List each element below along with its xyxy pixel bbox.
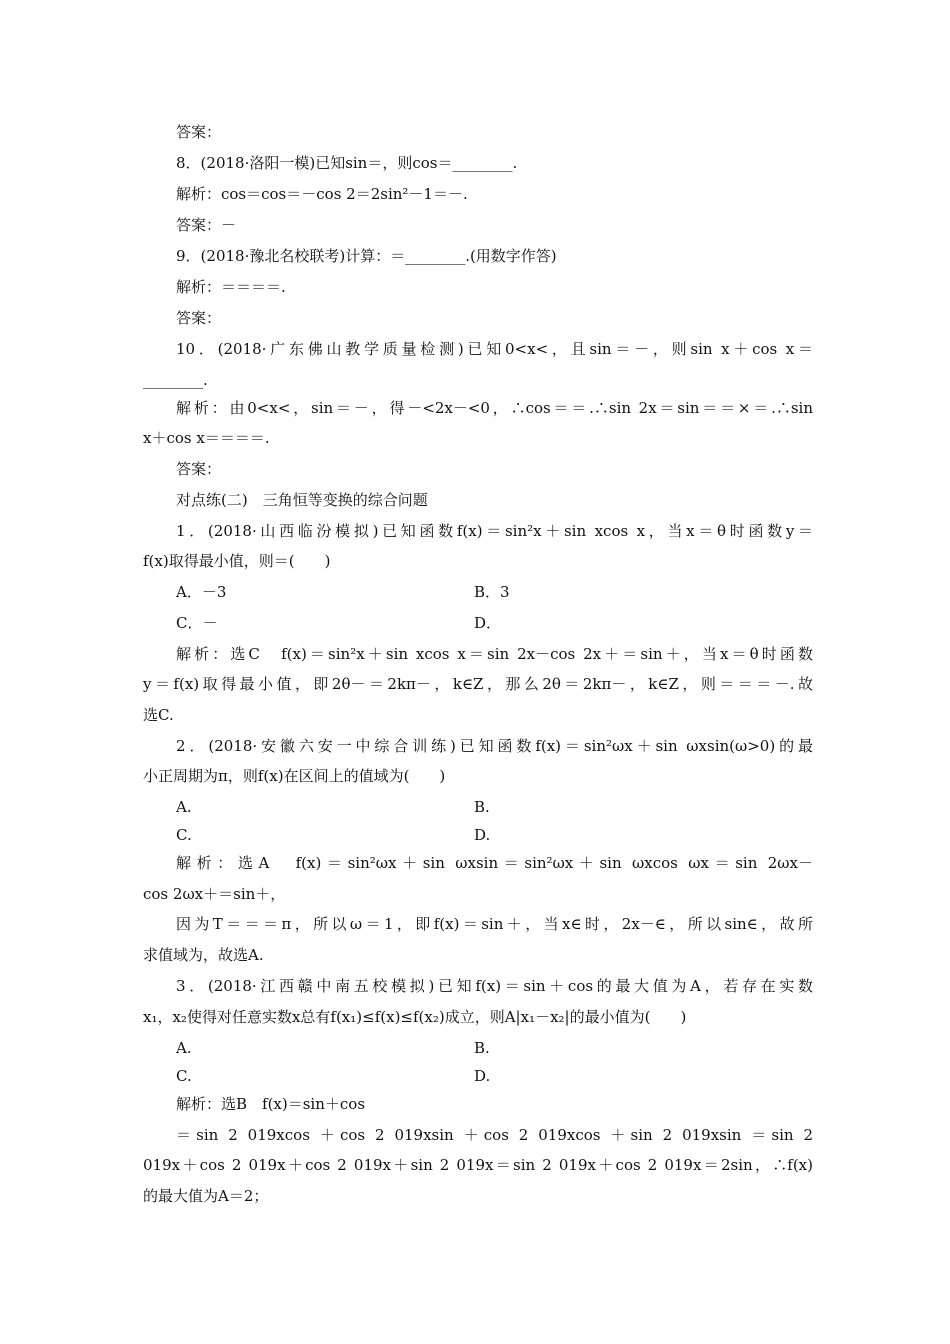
problem-3-options-row-2 <box>176 1065 813 1087</box>
problem-3-line-2: x₁，x₂使得对任意实数x总有f(x₁)≤f(x)≤f(x₂)成立，则A|x₁－x₂|的最小值为( ) <box>143 1008 687 1026</box>
option-a: A．－3 <box>176 583 227 601</box>
solution-1-line-1: 解析：选C f(x)＝sin²x＋sin xcos x＝sin 2x－cos 2x＋＝sin＋，当x＝θ时函数 <box>176 645 813 663</box>
answer-9: 答案： <box>176 309 222 327</box>
option-a: A. <box>176 798 192 816</box>
problem-1-options-row-1 <box>176 581 813 603</box>
problem-3-options-row-1 <box>176 1037 813 1059</box>
solution-1-line-2: y＝f(x)取得最小值，即2θ－＝2kπ－，k∈Z，那么2θ＝2kπ－，k∈Z，则＝＝＝－.故 <box>143 675 813 693</box>
option-d: D. <box>474 1067 491 1085</box>
solution-2-line-2: cos 2ωx＋＝sin＋， <box>143 885 286 903</box>
solution-10-line-2: x＋cos x＝＝＝＝. <box>143 429 270 447</box>
option-d: D． <box>474 614 502 632</box>
solution-3-line-3: 019x＋cos 2 019x＋cos 2 019x＋sin 2 019x＝sin 2 019x＋cos 2 019x＝2sin，∴f(x) <box>143 1156 813 1174</box>
answer-label: 答案： <box>176 123 222 141</box>
solution-2-line-4: 求值域为，故选A. <box>143 946 264 964</box>
solution-2-line-3: 因为T＝＝＝π，所以ω＝1，即f(x)＝sin＋，当x∈时，2x－∈，所以sin∈，故所 <box>176 915 813 933</box>
option-c: C. <box>176 826 192 844</box>
answer-8: 答案：－ <box>176 216 237 234</box>
problem-2-options-row-2 <box>176 824 813 846</box>
section-heading: 对点练(二) 三角恒等变换的综合问题 <box>176 491 428 509</box>
option-b: B. <box>474 798 490 816</box>
option-c: C．－ <box>176 614 218 632</box>
option-b: B．3 <box>474 583 510 601</box>
question-10-line-2: ________. <box>143 371 208 389</box>
problem-1-line-2: f(x)取得最小值，则＝( ) <box>143 552 331 570</box>
solution-3-line-2: ＝sin 2 019xcos ＋cos 2 019xsin ＋cos 2 019xcos ＋sin 2 019xsin ＝sin 2 <box>176 1126 813 1144</box>
option-d: D. <box>474 826 491 844</box>
solution-3-line-4: 的最大值为A＝2； <box>143 1187 269 1205</box>
option-c: C. <box>176 1067 192 1085</box>
answer-10: 答案： <box>176 460 222 478</box>
option-b: B. <box>474 1039 490 1057</box>
solution-3-line-1: 解析：选B f(x)＝sin＋cos <box>176 1095 366 1113</box>
question-8: 8．(2018·洛阳一模)已知sin＝，则cos＝________. <box>176 154 518 172</box>
question-9: 9．(2018·豫北名校联考)计算：＝________.(用数字作答) <box>176 247 557 265</box>
problem-2-options-row-1 <box>176 796 813 818</box>
solution-1-line-3: 选C. <box>143 706 174 724</box>
problem-2-line-1: 2．(2018·安徽六安一中综合训练)已知函数f(x)＝sin²ωx＋sin ωxsin(ω>0)的最 <box>176 737 813 755</box>
problem-3-line-1: 3．(2018·江西赣中南五校模拟)已知f(x)＝sin＋cos的最大值为A，若存在实数 <box>176 977 813 995</box>
question-10-line-1: 10．(2018·广东佛山教学质量检测)已知0<x<，且sin＝－，则sin x＋cos x＝ <box>176 340 813 358</box>
solution-9: 解析：＝＝＝＝. <box>176 278 286 296</box>
problem-1-line-1: 1．(2018·山西临汾模拟)已知函数f(x)＝sin²x＋sin xcos x，当x＝θ时函数y＝ <box>176 522 813 540</box>
problem-2-line-2: 小正周期为π，则f(x)在区间上的值域为( ) <box>143 767 446 785</box>
solution-2-line-1: 解析：选A f(x)＝sin²ωx＋sin ωxsin＝sin²ωx＋sin ωxcos ωx＝sin 2ωx－ <box>176 854 813 872</box>
solution-8: 解析：cos＝cos＝－cos 2＝2sin²－1＝－. <box>176 185 468 203</box>
option-a: A. <box>176 1039 192 1057</box>
problem-1-options-row-2 <box>176 612 813 634</box>
solution-10-line-1: 解析：由0<x<，sin＝－，得－<2x－<0，∴cos＝＝.∴sin 2x＝sin＝＝×＝.∴sin <box>176 399 813 417</box>
